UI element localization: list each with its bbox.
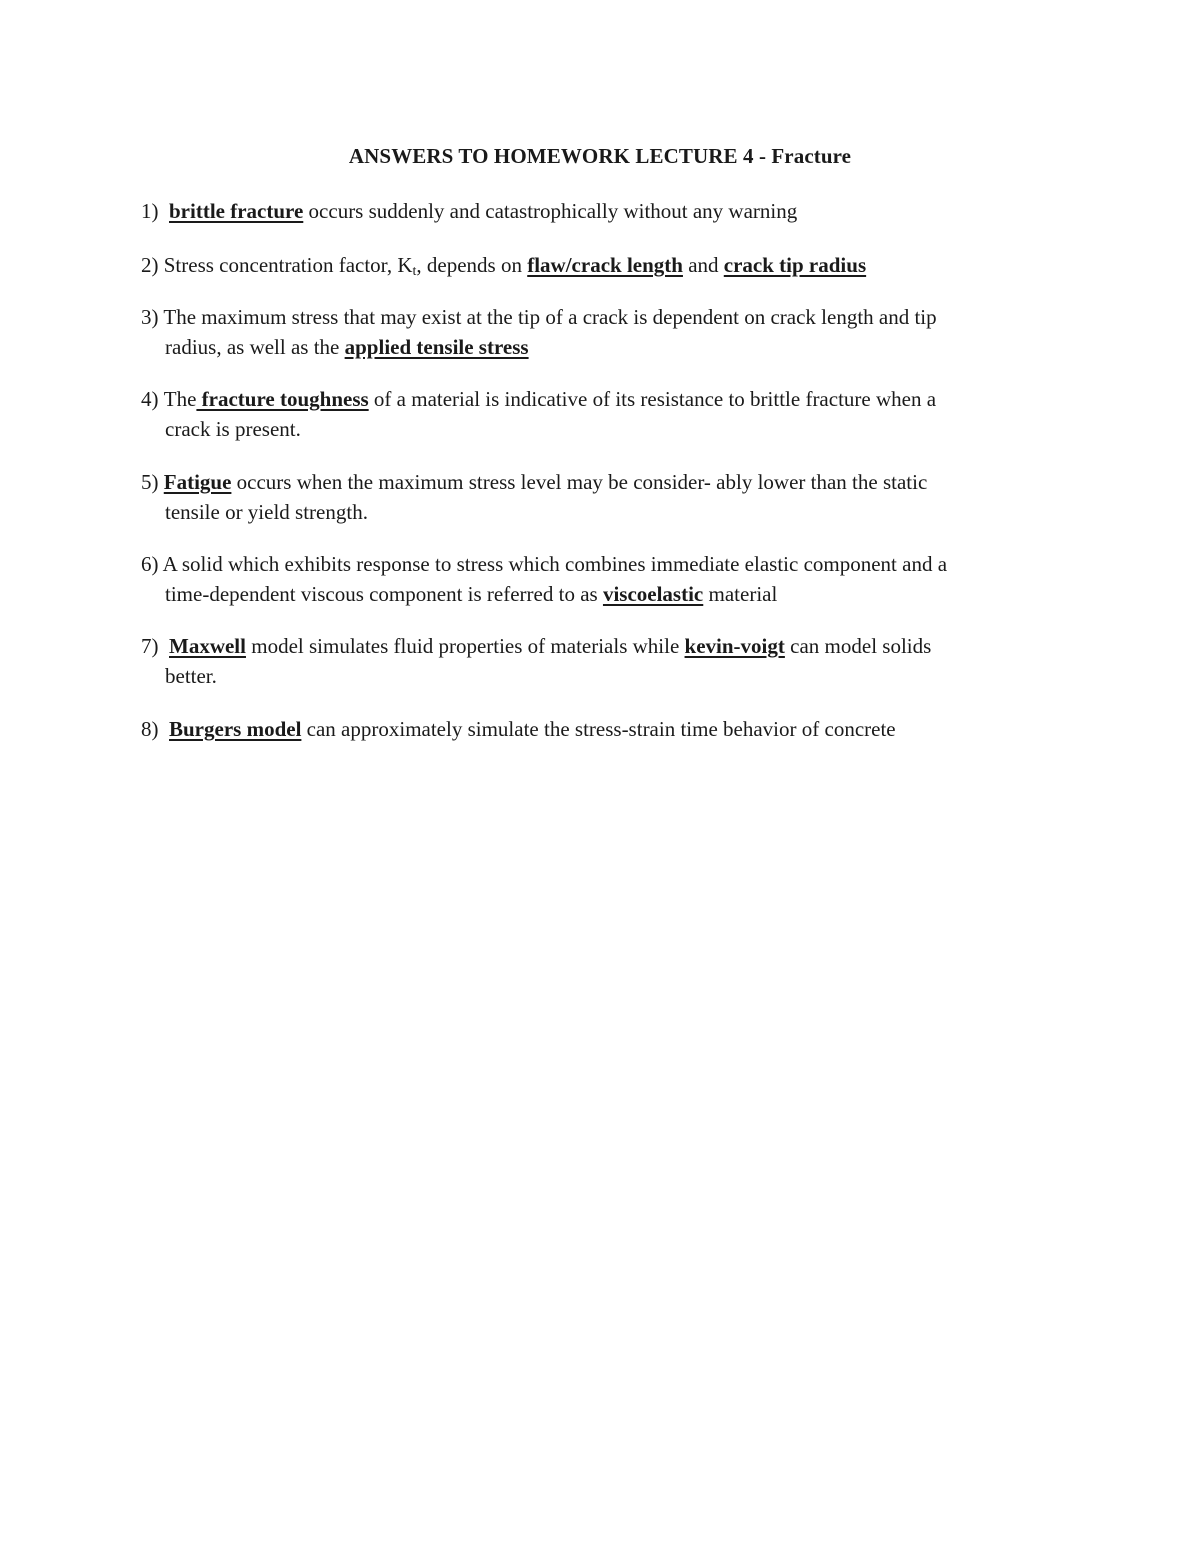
item-text: of a material is indicative of its resistance to brittle fracture when a [368,387,937,411]
item-number: 6) [141,552,159,576]
item-text: occurs suddenly and catastrophically without any warning [303,199,798,223]
item-number: 4) [141,387,159,411]
item-text: Stress concentration factor, K [158,253,413,277]
answer-item-8 [141,714,1071,744]
answer-term: brittle fracture [169,199,304,223]
item-text: , depends on [416,253,528,277]
answer-term: Burgers model [169,717,302,741]
item-text: crack is present. [165,417,301,441]
answer-term: fracture toughness [196,387,369,411]
answer-term: Maxwell [169,634,246,658]
item-number: 5) [141,470,159,494]
answer-term: applied tensile stress [344,335,529,359]
item-text: material [703,582,778,606]
answer-term: viscoelastic [602,582,704,606]
answer-item-6 [141,549,1071,609]
answer-term: flaw/crack length [527,253,683,277]
subscript-t: t [412,264,417,279]
item-number: 2) [141,253,159,277]
answer-item-5 [141,467,1071,527]
answer-item-7 [141,631,1071,691]
answer-item-2 [141,250,1071,280]
item-text: tensile or yield strength. [165,500,368,524]
answer-term: kevin-voigt [684,634,785,658]
item-text: time-dependent viscous component is referred to as [165,582,603,606]
item-text: model simulates fluid properties of materials while [245,634,685,658]
item-text: occurs when the maximum stress level may be consider- ably lower than the static [231,470,928,494]
answer-item-3 [141,302,1071,362]
item-number: 8) [141,717,159,741]
item-text: A solid which exhibits response to stress which combines immediate elastic component and a [158,552,948,576]
item-text: better. [165,664,217,688]
page-title: ANSWERS TO HOMEWORK LECTURE 4 - Fracture [348,144,852,168]
item-text: The maximum stress that may exist at the tip of a crack is dependent on crack length and tip [158,305,937,329]
answer-term: crack tip radius [723,253,867,277]
item-text: can approximately simulate the stress-strain time behavior of concrete [301,717,896,741]
item-text: can model solids [784,634,932,658]
item-number: 7) [141,634,159,658]
answer-term: Fatigue [163,470,232,494]
item-number: 3) [141,305,159,329]
answer-item-4 [141,384,1071,444]
item-text: radius, as well as the [165,335,345,359]
item-text: The [163,387,197,411]
answer-item-1 [141,196,1071,226]
item-text: and [682,253,724,277]
item-number: 1) [141,199,159,223]
